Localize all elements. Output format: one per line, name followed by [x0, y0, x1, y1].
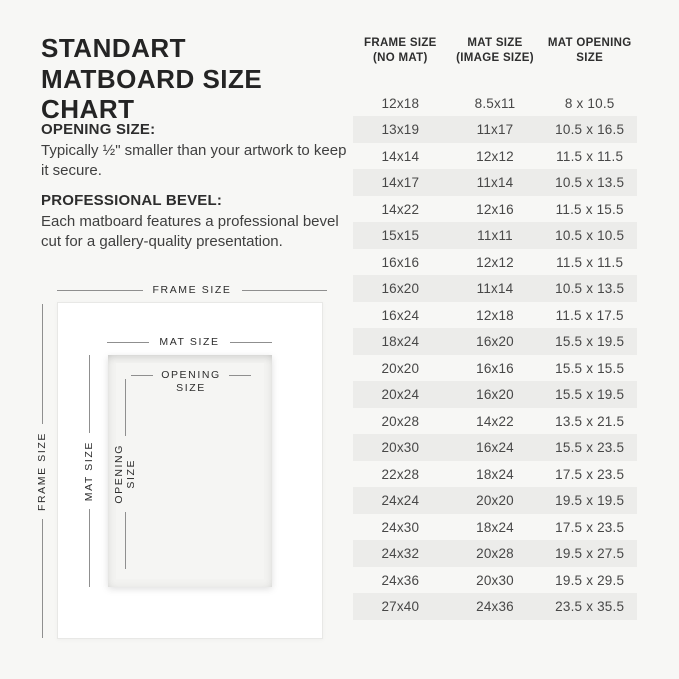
table-cell: 20x20 — [381, 360, 420, 376]
table-cell: 10.5 x 13.5 — [555, 281, 625, 297]
opening-label-line2: SIZE — [176, 382, 206, 395]
table-row — [353, 461, 637, 488]
table-cell: 19.5 x 29.5 — [555, 572, 625, 588]
table-cell: 11x17 — [476, 122, 514, 138]
mat-size-label-top — [107, 336, 272, 348]
frame-size-label-left — [33, 304, 51, 638]
table-row — [353, 567, 637, 594]
mat-size-label-text: MAT SIZE — [159, 336, 220, 348]
table-cell: 16x20 — [476, 334, 514, 350]
table-cell: 12x18 — [476, 307, 514, 323]
opening-size-section — [41, 121, 353, 181]
table-cell: 14x17 — [381, 175, 420, 191]
table-cell: 12x12 — [476, 254, 514, 270]
table-row — [353, 328, 637, 355]
label-line — [42, 519, 43, 639]
table-cell: 20x28 — [476, 546, 514, 562]
opening-label-line1: OPENING — [161, 369, 221, 381]
table-cell: 11.5 x 17.5 — [555, 307, 624, 323]
opening-label-line1: OPENING — [113, 444, 125, 504]
table-cell: 24x36 — [381, 572, 420, 588]
section-body: Typically ½" smaller than your artwork to keep it secure. — [41, 142, 347, 179]
table-cell: 23.5 x 35.5 — [555, 599, 625, 615]
table-cell: 8.5x11 — [474, 95, 516, 111]
table-cell: 15.5 x 23.5 — [555, 440, 625, 456]
table-cell: 20x30 — [476, 572, 514, 588]
label-line — [131, 375, 153, 376]
table-row — [353, 222, 637, 249]
table-cell: 20x28 — [381, 413, 420, 429]
label-line — [42, 304, 43, 424]
table-cell: 15.5 x 15.5 — [555, 360, 625, 376]
opening-size-label-left — [113, 379, 137, 569]
table-cell: 15.5 x 19.5 — [555, 334, 625, 350]
table-row — [353, 196, 637, 223]
table-body — [353, 90, 637, 620]
table-cell: 11x14 — [476, 281, 514, 297]
table-cell: 8 x 10.5 — [564, 95, 615, 111]
table-cell: 24x32 — [381, 546, 420, 562]
table-cell: 24x36 — [476, 599, 514, 615]
table-row — [353, 169, 637, 196]
label-line — [89, 355, 90, 433]
opening-size-label-top — [131, 369, 251, 395]
frame-size-label-text: FRAME SIZE — [36, 431, 48, 511]
table-cell: 12x16 — [476, 201, 514, 217]
table-row — [353, 487, 637, 514]
table-cell: 12x18 — [381, 95, 420, 111]
table-header — [353, 36, 637, 66]
mat-size-label-text: MAT SIZE — [83, 440, 95, 502]
table-cell: 18x24 — [476, 519, 514, 535]
table-cell: 18x24 — [476, 466, 514, 482]
table-header-cell: MAT SIZE (IMAGE SIZE) — [456, 37, 534, 64]
size-table — [353, 36, 637, 620]
table-cell: 12x12 — [476, 148, 514, 164]
table-cell: 16x20 — [476, 387, 514, 403]
mat-size-label-left — [80, 355, 98, 587]
table-cell: 16x24 — [381, 307, 420, 323]
table-row — [353, 540, 637, 567]
table-cell: 11.5 x 15.5 — [555, 201, 624, 217]
section-body: Each matboard features a professional bevel cut for a gallery-quality presentation. — [41, 213, 339, 250]
table-cell: 22x28 — [381, 466, 420, 482]
table-row — [353, 275, 637, 302]
table-cell: 14x14 — [381, 148, 420, 164]
table-cell: 11.5 x 11.5 — [556, 254, 624, 270]
label-line — [230, 342, 272, 343]
table-cell: 19.5 x 27.5 — [555, 546, 625, 562]
table-cell: 24x24 — [381, 493, 420, 509]
label-line — [242, 290, 328, 291]
label-line — [125, 379, 126, 436]
table-cell: 16x20 — [381, 281, 420, 297]
table-cell: 14x22 — [381, 201, 420, 217]
table-row — [353, 116, 637, 143]
table-cell: 11x11 — [477, 228, 513, 244]
table-cell: 16x24 — [476, 440, 514, 456]
table-cell: 19.5 x 19.5 — [555, 493, 625, 509]
table-row — [353, 249, 637, 276]
table-cell: 16x16 — [381, 254, 420, 270]
table-cell: 27x40 — [381, 599, 420, 615]
table-row — [353, 514, 637, 541]
table-row — [353, 408, 637, 435]
table-header-cell: FRAME SIZE (NO MAT) — [364, 37, 437, 64]
table-cell: 14x22 — [476, 413, 514, 429]
table-row — [353, 302, 637, 329]
table-cell: 17.5 x 23.5 — [555, 466, 625, 482]
label-line — [229, 375, 251, 376]
label-line — [89, 509, 90, 587]
section-heading: OPENING SIZE: — [41, 121, 156, 138]
section-heading: PROFESSIONAL BEVEL: — [41, 192, 223, 209]
table-cell: 17.5 x 23.5 — [555, 519, 625, 535]
label-line — [107, 342, 149, 343]
professional-bevel-section — [41, 192, 353, 252]
label-line — [125, 512, 126, 569]
table-cell: 20x20 — [476, 493, 514, 509]
table-header-cell: MAT OPENING SIZE — [547, 37, 632, 64]
table-row — [353, 434, 637, 461]
table-cell: 11.5 x 11.5 — [556, 148, 624, 164]
table-cell: 15x15 — [381, 228, 420, 244]
table-cell: 13x19 — [381, 122, 420, 138]
table-row — [353, 355, 637, 382]
opening-size-label-text — [113, 444, 137, 504]
opening-area — [116, 363, 264, 579]
table-cell: 10.5 x 13.5 — [555, 175, 625, 191]
table-cell: 20x24 — [381, 387, 420, 403]
table-row — [353, 593, 637, 620]
table-cell: 15.5 x 19.5 — [555, 387, 625, 403]
page-title: STANDART MATBOARD SIZE CHART — [41, 33, 263, 125]
table-cell: 11x14 — [476, 175, 514, 191]
table-row — [353, 90, 637, 117]
table-cell: 18x24 — [381, 334, 420, 350]
opening-label-line2: SIZE — [125, 459, 137, 489]
table-cell: 13.5 x 21.5 — [555, 413, 625, 429]
table-cell: 10.5 x 16.5 — [555, 122, 625, 138]
table-cell: 16x16 — [476, 360, 514, 376]
table-row — [353, 143, 637, 170]
table-cell: 10.5 x 10.5 — [555, 228, 625, 244]
label-line — [57, 290, 143, 291]
opening-size-label-text — [161, 369, 221, 395]
frame-size-label-text: FRAME SIZE — [152, 284, 232, 296]
table-cell: 20x30 — [381, 440, 420, 456]
table-row — [353, 381, 637, 408]
frame-size-label-top — [57, 284, 327, 296]
table-cell: 24x30 — [381, 519, 420, 535]
